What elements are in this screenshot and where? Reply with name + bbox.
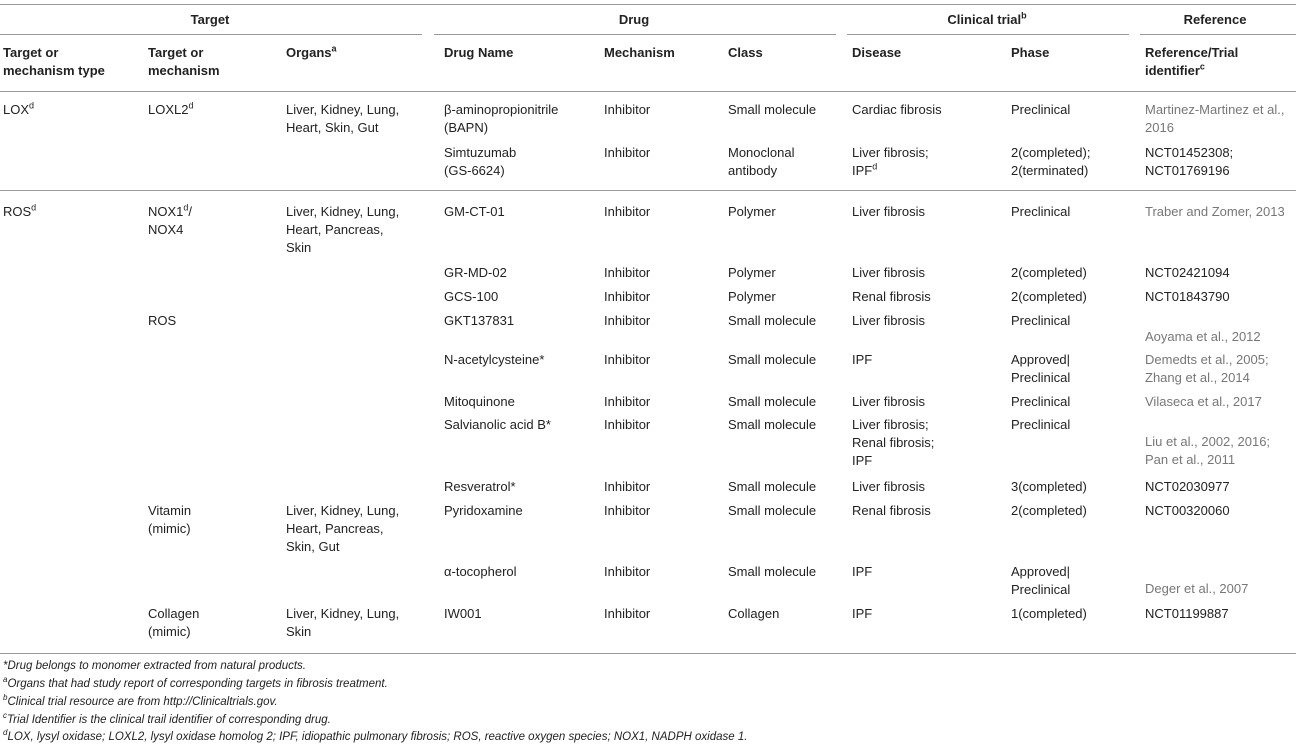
target-loxl2: LOXL2$^d$: [148, 100, 194, 117]
footnote-d: $^d$LOX, lysyl oxidase; LOXL2, lysyl oxidase homolog 2; IPF, idiopathic pulmonary fibrosis; ROS, reactive oxygen species; NOX1, NADPH oxidase 1.: [3, 728, 748, 743]
mechanism-alpha-tocopherol: Inhibitor: [604, 564, 651, 579]
target-ros: ROS: [148, 313, 177, 328]
disease-resveratrol: Liver fibrosis: [852, 479, 925, 494]
phase-gr-md-02: 2(completed): [1011, 265, 1087, 280]
mechanism-type-ros: ROS$^d$: [3, 202, 37, 219]
header-bottom-rule: [0, 91, 1296, 92]
group-header-drug: Drug: [618, 12, 650, 27]
mechanism-mitoquinone: Inhibitor: [604, 394, 651, 409]
reference-iw001: NCT01199887: [1145, 606, 1229, 621]
target-nox: NOX1$^d$/ NOX4: [148, 202, 193, 237]
phase-gcs-100: 2(completed): [1011, 289, 1087, 304]
reference-bapn: Martinez-Martinez et al., 2016: [1145, 102, 1285, 135]
class-gr-md-02: Polymer: [728, 265, 776, 280]
mechanism-gkt137831: Inhibitor: [604, 313, 651, 328]
col-header-class: Class: [728, 45, 763, 60]
mechanism-type-lox: LOX$^d$: [3, 100, 35, 117]
reference-gkt137831: Aoyama et al., 2012: [1145, 329, 1261, 344]
col-header-phase: Phase: [1011, 45, 1050, 60]
footnote-natural-products: *Drug belongs to monomer extracted from natural products.: [3, 660, 306, 672]
class-resveratrol: Small molecule: [728, 479, 817, 494]
class-mitoquinone: Small molecule: [728, 394, 817, 409]
table-top-rule: [0, 4, 1296, 5]
group-header-clinical-trial: Clinical trial$^b$: [947, 10, 1027, 27]
mechanism-bapn: Inhibitor: [604, 102, 651, 117]
phase-resveratrol: 3(completed): [1011, 479, 1087, 494]
drug-name-resveratrol: Resveratrol*: [444, 479, 516, 494]
drug-name-pyridoxamine: Pyridoxamine: [444, 503, 523, 518]
reference-gm-ct-01: Traber and Zomer, 2013: [1145, 204, 1285, 219]
reference-pyridoxamine: NCT00320060: [1145, 503, 1230, 518]
drug-name-mitoquinone: Mitoquinone: [444, 394, 515, 409]
drug-name-gkt137831: GKT137831: [444, 313, 515, 328]
drug-name-bapn: β-aminopropionitrile (BAPN): [444, 102, 559, 135]
drug-name-iw001: IW001: [444, 606, 482, 621]
disease-bapn: Cardiac fibrosis: [852, 102, 942, 117]
col-header-drug-name: Drug Name: [444, 45, 514, 60]
organs-loxl2: Liver, Kidney, Lung, Heart, Skin, Gut: [286, 102, 400, 135]
group-underline-drug: [434, 34, 836, 35]
reference-resveratrol: NCT02030977: [1145, 479, 1230, 494]
drug-name-n-acetylcysteine: N-acetylcysteine*: [444, 352, 545, 367]
footnote-c: $^c$Trial Identifier is the clinical trail identifier of corresponding drug.: [3, 711, 331, 726]
phase-iw001: 1(completed): [1011, 606, 1087, 621]
mechanism-gm-ct-01: Inhibitor: [604, 204, 651, 219]
mechanism-gcs-100: Inhibitor: [604, 289, 651, 304]
drug-name-gcs-100: GCS-100: [444, 289, 499, 304]
mechanism-iw001: Inhibitor: [604, 606, 651, 621]
group-header-reference: Reference: [1183, 12, 1247, 27]
target-vitamin-mimic: Vitamin (mimic): [148, 503, 192, 536]
organs-vitamin-mimic: Liver, Kidney, Lung, Heart, Pancreas, Skin, Gut: [286, 503, 400, 554]
footnote-b: $^b$Clinical trial resource are from http://Clinicaltrials.gov.: [3, 693, 278, 708]
mechanism-pyridoxamine: Inhibitor: [604, 503, 651, 518]
drug-name-gr-md-02: GR-MD-02: [444, 265, 507, 280]
drug-name-gm-ct-01: GM-CT-01: [444, 204, 505, 219]
class-bapn: Small molecule: [728, 102, 817, 117]
disease-mitoquinone: Liver fibrosis: [852, 394, 925, 409]
phase-n-acetylcysteine: Approved| Preclinical: [1011, 352, 1071, 385]
drug-name-alpha-tocopherol: α-tocopherol: [444, 564, 517, 579]
drug-name-simtuzumab: Simtuzumab (GS-6624): [444, 145, 517, 178]
disease-n-acetylcysteine: IPF: [852, 352, 873, 367]
class-gkt137831: Small molecule: [728, 313, 817, 328]
phase-alpha-tocopherol: Approved| Preclinical: [1011, 564, 1071, 597]
drug-name-salvianolic-acid-b: Salvianolic acid B*: [444, 417, 551, 432]
table-bottom-rule: [0, 653, 1296, 654]
organs-nox: Liver, Kidney, Lung, Heart, Pancreas, Skin: [286, 204, 400, 255]
target-collagen-mimic: Collagen (mimic): [148, 606, 200, 639]
disease-alpha-tocopherol: IPF: [852, 564, 873, 579]
footnote-a: $^a$Organs that had study report of corresponding targets in fibrosis treatment.: [3, 675, 388, 690]
phase-gkt137831: Preclinical: [1011, 313, 1071, 328]
class-salvianolic-acid-b: Small molecule: [728, 417, 817, 432]
reference-salvianolic-acid-b: Liu et al., 2002, 2016; Pan et al., 2011: [1145, 434, 1271, 467]
disease-pyridoxamine: Renal fibrosis: [852, 503, 931, 518]
disease-gkt137831: Liver fibrosis: [852, 313, 925, 328]
class-alpha-tocopherol: Small molecule: [728, 564, 817, 579]
class-simtuzumab: Monoclonal antibody: [728, 145, 795, 178]
reference-gcs-100: NCT01843790: [1145, 289, 1230, 304]
disease-simtuzumab: Liver fibrosis; IPF$^d$: [852, 145, 929, 178]
group-underline-reference: [1140, 34, 1296, 35]
phase-mitoquinone: Preclinical: [1011, 394, 1071, 409]
class-iw001: Collagen: [728, 606, 780, 621]
section-divider-rule: [0, 190, 1296, 191]
col-header-drug-mechanism: Mechanism: [604, 45, 675, 60]
col-header-reference: Reference/Trial identifier$^c$: [1145, 45, 1239, 78]
class-gcs-100: Polymer: [728, 289, 776, 304]
mechanism-simtuzumab: Inhibitor: [604, 145, 651, 160]
reference-n-acetylcysteine: Demedts et al., 2005; Zhang et al., 2014: [1145, 352, 1269, 385]
phase-bapn: Preclinical: [1011, 102, 1071, 117]
phase-pyridoxamine: 2(completed): [1011, 503, 1087, 518]
disease-iw001: IPF: [852, 606, 873, 621]
disease-gcs-100: Renal fibrosis: [852, 289, 931, 304]
reference-gr-md-02: NCT02421094: [1145, 265, 1230, 280]
phase-gm-ct-01: Preclinical: [1011, 204, 1071, 219]
group-header-target: Target: [190, 12, 230, 27]
disease-gm-ct-01: Liver fibrosis: [852, 204, 925, 219]
class-n-acetylcysteine: Small molecule: [728, 352, 817, 367]
phase-simtuzumab: 2(completed); 2(terminated): [1011, 145, 1091, 178]
reference-mitoquinone: Vilaseca et al., 2017: [1145, 394, 1262, 409]
organs-collagen-mimic: Liver, Kidney, Lung, Skin: [286, 606, 400, 639]
col-header-organs: Organs$^a$: [286, 43, 337, 60]
mechanism-n-acetylcysteine: Inhibitor: [604, 352, 651, 367]
phase-salvianolic-acid-b: Preclinical: [1011, 417, 1071, 432]
reference-simtuzumab: NCT01452308; NCT01769196: [1145, 145, 1234, 178]
mechanism-gr-md-02: Inhibitor: [604, 265, 651, 280]
col-header-disease: Disease: [852, 45, 902, 60]
class-pyridoxamine: Small molecule: [728, 503, 817, 518]
mechanism-resveratrol: Inhibitor: [604, 479, 651, 494]
disease-gr-md-02: Liver fibrosis: [852, 265, 925, 280]
group-underline-target: [0, 34, 422, 35]
col-header-mechanism: Target or mechanism: [148, 45, 220, 78]
mechanism-salvianolic-acid-b: Inhibitor: [604, 417, 651, 432]
disease-salvianolic-acid-b: Liver fibrosis; Renal fibrosis; IPF: [852, 417, 935, 468]
class-gm-ct-01: Polymer: [728, 204, 776, 219]
reference-alpha-tocopherol: Deger et al., 2007: [1145, 581, 1249, 596]
col-header-mechanism-type: Target or mechanism type: [3, 45, 105, 78]
group-underline-clinical-trial: [847, 34, 1129, 35]
